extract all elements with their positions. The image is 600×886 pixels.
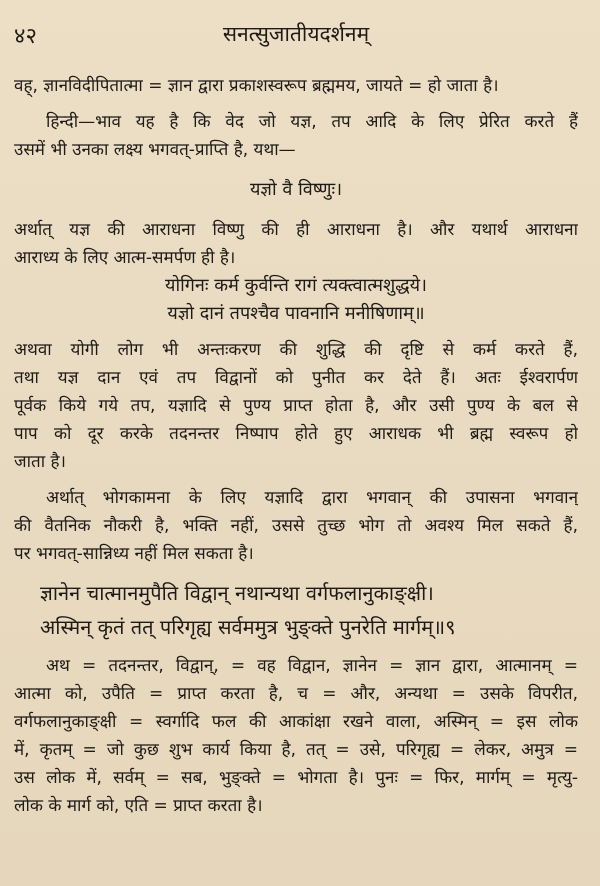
shloka-line: ज्ञानेन चात्मानमुपैति विद्वान् नथान्यथा वर्गफलानुकाङ्क्षी। <box>40 581 434 605</box>
text-line: आराध्य के लिए आत्म-समर्पण ही है। <box>14 248 236 268</box>
page-header <box>14 20 578 56</box>
text-line: तथा यज्ञ दान एवं तप विद्वानों को पुनीत कर देते हैं। अतः ईश्वरार्पण <box>14 368 578 388</box>
gloss-line: आत्मा को, उपैति = प्राप्त करता है, च = और, अन्यथा = उसके विपरीत, <box>14 684 578 704</box>
text-line: उसमें भी उनका लक्ष्य भगवत्-प्राप्ति है, यथा— <box>14 140 296 160</box>
page-body <box>14 72 578 820</box>
text-line: हिन्दी—भाव यह है कि वेद जो यज्ञ, तप आदि के लिए प्रेरित करते हैं <box>46 112 578 132</box>
verse-line: यज्ञो दानं तपश्चैव पावनानि मनीषिणाम्॥ <box>167 303 425 324</box>
gloss-line: लोक के मार्ग को, एति = प्राप्त करता है। <box>14 796 263 816</box>
text-line: की वैतनिक नौकरी है, भक्ति नहीं, उससे तुच्छ भोग तो अवश्य मिल सकते हैं, <box>14 516 578 536</box>
page-number: ४२ <box>14 24 37 49</box>
gloss-line: में, कृतम् = जो कुछ शुभ कार्य किया है, तत् = उसे, परिगृह्य = लेकर, अमुत्र = <box>14 740 578 760</box>
text-line: पर भगवत्-सान्निध्य नहीं मिल सकता है। <box>14 544 254 564</box>
text-line: अर्थात् यज्ञ की आराधना विष्णु की ही आराधना है। और यथार्थ आराधना <box>14 220 578 240</box>
text-line: पूर्वक किये गये तप, यज्ञादि से पुण्य प्राप्त होता है, और उसी पुण्य के बल से <box>14 396 578 416</box>
text-line: वह्, ज्ञानविदीपितात्मा = ज्ञान द्वारा प्रकाशस्वरूप ब्रह्ममय, जायते = हो जाता है। <box>14 76 499 96</box>
gloss-line: वर्गफलानुकाङ्क्षी = स्वर्गादि फल की आकांक्षा रखने वाला, अस्मिन् = इस लोक <box>14 712 578 732</box>
running-title: सनत्सुजातीयदर्शनम् <box>222 22 370 46</box>
text-line: जाता है। <box>14 452 66 472</box>
verse-line: योगिनः कर्म कुर्वन्ति रागं त्यक्त्वात्मशुद्धये। <box>165 275 427 296</box>
quote-line: यज्ञो वै विष्णुः। <box>249 179 343 200</box>
text-line: अथवा योगी लोग भी अन्तःकरण की शुद्धि की दृष्टि से कर्म करते हैं, <box>14 340 578 360</box>
shloka-line: अस्मिन् कृतं तत् परिगृह्य सर्वममुत्र भुङ्क्ते पुनरेति मार्गम्॥९ <box>40 615 456 639</box>
text-line: पाप को दूर करके तदनन्तर निष्पाप होते हुए आराधक भी ब्रह्म स्वरूप हो <box>14 424 578 444</box>
gloss-line: उस लोक में, सर्वम् = सब, भुङ्क्ते = भोगता है। पुनः = फिर, मार्गम् = मृत्यु- <box>14 768 578 788</box>
text-line: अर्थात् भोगकामना के लिए यज्ञादि द्वारा भगवान् की उपासना भगवान् <box>46 488 578 508</box>
gloss-line: अथ = तदनन्तर, विद्वान्, = वह विद्वान, ज्ञानेन = ज्ञान द्वारा, आत्मानम् = <box>46 656 578 676</box>
